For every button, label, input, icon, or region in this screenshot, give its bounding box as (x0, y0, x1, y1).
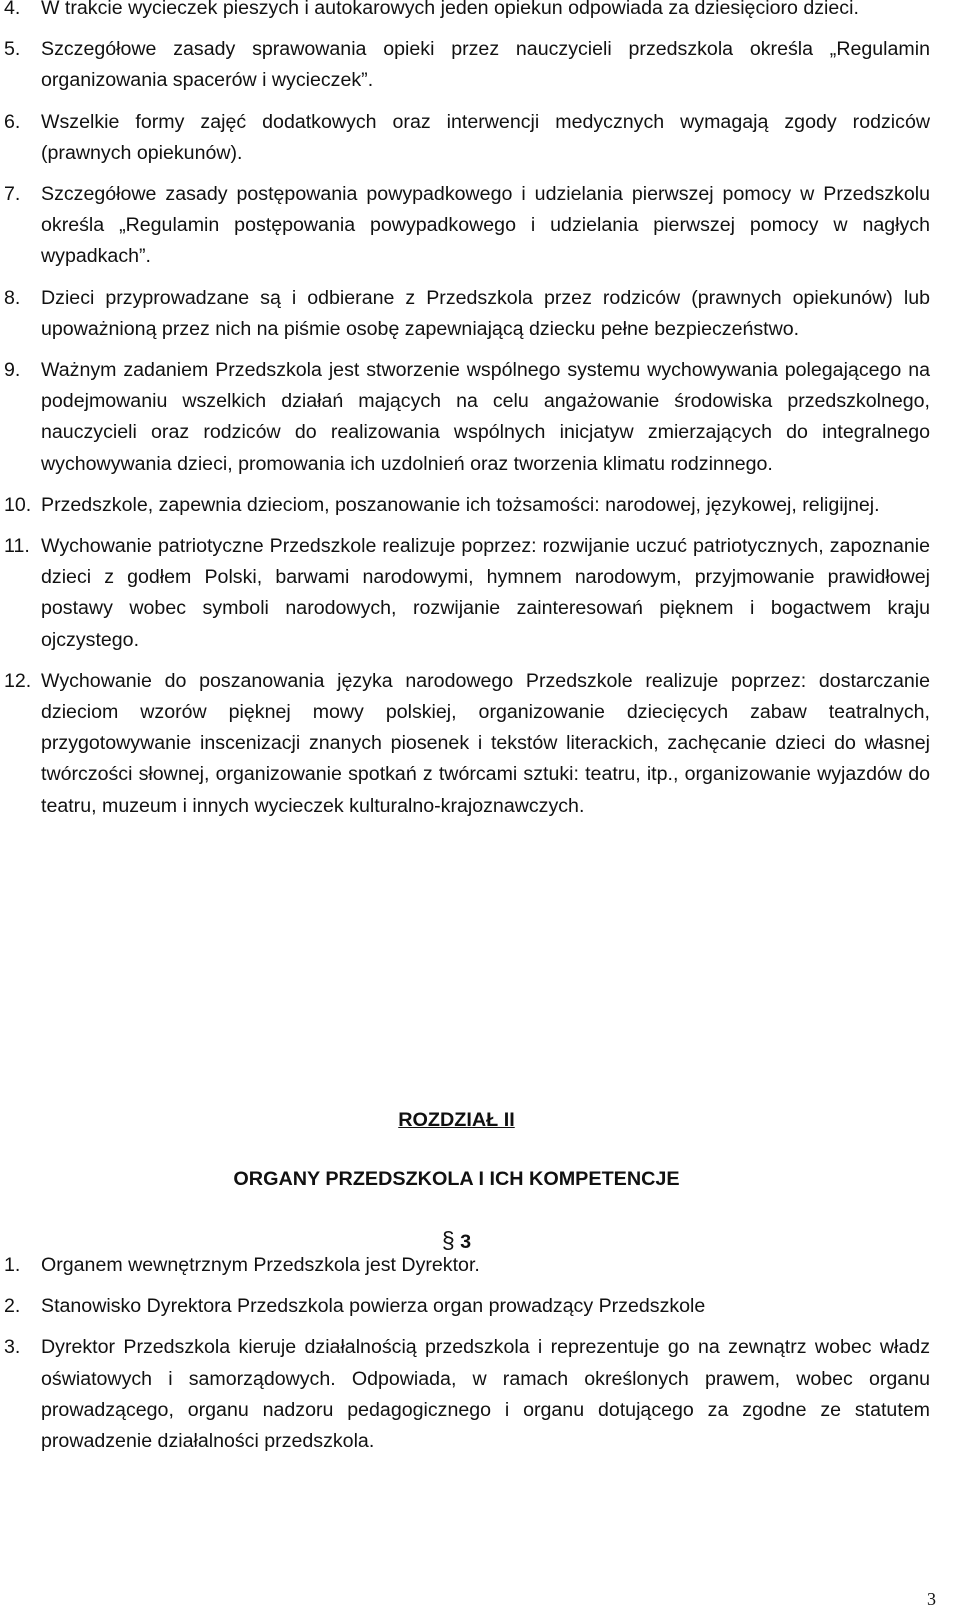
list-item-text: Szczegółowe zasady sprawowania opieki przez nauczycieli przedszkola określa „Regulamin organizowania spacerów i wycieczek”. (41, 38, 930, 92)
list-item-number: 1. (4, 1254, 21, 1276)
list-item-number: 6. (4, 110, 21, 133)
list-item-text: W trakcie wycieczek pieszych i autokarowych jeden opiekun odpowiada za dziesięcioro dzieci. (41, 0, 859, 19)
list-item (0, 531, 960, 656)
list-item (0, 107, 960, 169)
list-item-text: Wychowanie patriotyczne Przedszkole realizuje poprzez: rozwijanie uczuć patriotycznych, zapoznanie dzieci z godłem Polski, barwami narodowymi, hymnem narodowym, przyjmowanie prawidłowej postawy wobec symboli narodowych, rozwijanie zainteresowań pięknem i bogactwem kraju ojczystego. (41, 535, 930, 651)
list-item-text: Dyrektor Przedszkola kieruje działalnością przedszkola i reprezentuje go na zewnątrz wobec władz oświatowych i samorządowych. Odpowiada, w ramach określonych prawem, wobec organu prowadzącego, organu nadzoru pedagogicznego i organu dotującego za zgodne ze statutem prowadzenie działalności przedszkola. (41, 1336, 930, 1453)
list-item (0, 34, 960, 96)
list-item (0, 1332, 960, 1457)
list-item-text: Organem wewnętrznym Przedszkola jest Dyrektor. (41, 1254, 480, 1276)
section-sign: § (441, 1227, 455, 1253)
list-item (0, 666, 960, 822)
list-item (0, 1250, 960, 1281)
list-item-text: Stanowisko Dyrektora Przedszkola powierza organ prowadzący Przedszkole (41, 1295, 706, 1318)
list-item (0, 355, 960, 480)
list-item (0, 283, 960, 345)
numbered-list-section (0, 1250, 960, 1467)
list-item (0, 1291, 960, 1322)
list-item-text: Szczegółowe zasady postępowania powypadkowego i udzielania pierwszej pomocy w Przedszkolu określa „Regulamin postępowania powypadkowego i udzielania pierwszej pomocy w nagłych wypadkach”. (41, 183, 930, 268)
list-item-text: Dzieci przyprowadzane są i odbierane z Przedszkola przez rodziców (prawnych opiekunów) lub upoważnioną przez nich na piśmie osobę zapewniającą dziecku pełne bezpieczeństwo. (41, 286, 930, 340)
list-item-number: 7. (4, 183, 21, 206)
list-item-number: 9. (4, 359, 21, 382)
list-item-number: 3. (4, 1336, 21, 1359)
chapter-subtitle: ORGANY PRZEDSZKOLA I ICH KOMPETENCJE (233, 1168, 680, 1190)
page-number: 3 (927, 1589, 936, 1609)
list-item-number: 4. (4, 0, 21, 19)
list-item-number: 10. (4, 493, 32, 516)
section-number: 3 (460, 1231, 472, 1253)
list-item-number: 2. (4, 1295, 21, 1318)
chapter-title: ROZDZIAŁ II (398, 1109, 515, 1131)
list-item-text: Wychowanie do poszanowania języka narodowego Przedszkole realizuje poprzez: dostarczanie dzieciom wzorów pięknej mowy polskiej, organizowanie dziecięcych zabaw teatralnych, przygotowywanie inscenizacji znanych piosenek i tekstów literackich, zachęcanie dzieci do własnej twórczości słownej, organizowanie spotkań z twórcami sztuki: teatru, itp., organizowanie wyjazdów do teatru, muzeum i innych wycieczek kulturalno-krajoznawczych. (41, 669, 930, 817)
list-item (0, 0, 960, 24)
list-item-number: 5. (4, 38, 21, 61)
list-item (0, 179, 960, 273)
list-item-text: Wszelkie formy zajęć dodatkowych oraz interwencji medycznych wymagają zgody rodziców (prawnych opiekunów). (41, 110, 930, 164)
list-item-text: Ważnym zadaniem Przedszkola jest stworzenie wspólnego systemu wychowywania polegającego na podejmowaniu wszelkich działań mających na celu angażowanie środowiska przedszkolnego, nauczycieli oraz rodziców do realizowania wspólnych inicjatyw zmierzających do integralnego wychowywania dzieci, promowania ich uzdolnień oraz tworzenia klimatu rodzinnego. (41, 359, 930, 475)
list-item (0, 490, 960, 521)
list-item-number: 12. (4, 669, 32, 692)
list-item-number: 8. (4, 286, 21, 309)
list-item-number: 11. (4, 535, 30, 558)
list-item-text: Przedszkole, zapewnia dzieciom, poszanowanie ich tożsamości: narodowej, językowej, religijnej. (41, 493, 880, 516)
